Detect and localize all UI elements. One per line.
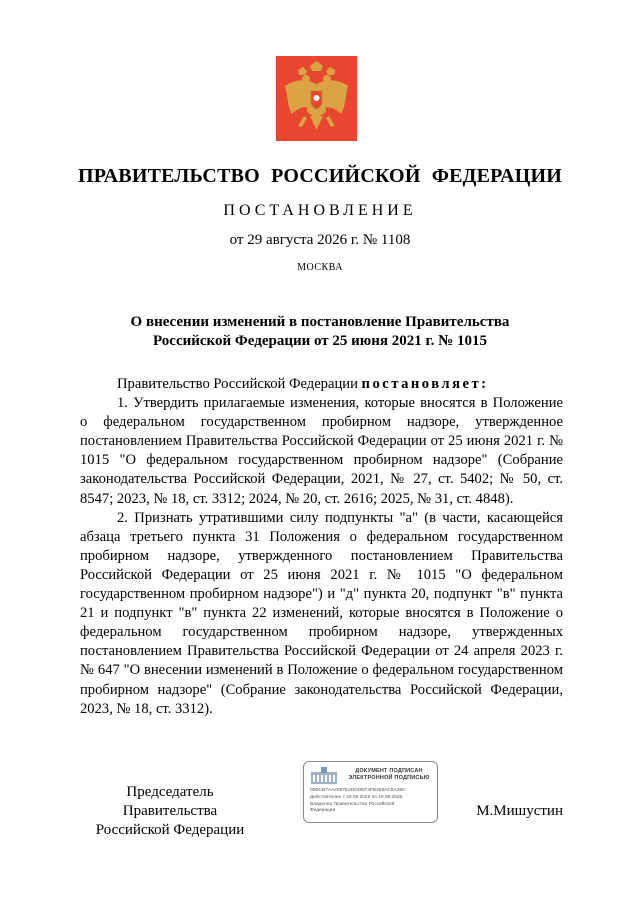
intro-decree-word: постановляет: [361,376,489,392]
government-building-icon [309,766,339,786]
stamp-title-line-1: ДОКУМЕНТ ПОДПИСАН [355,768,423,774]
stamp-validity: Действителен с 26.06.2025 по 19.09.2026 [310,795,403,800]
paragraph-2: 2. Признать утратившими силу подпункты "а" (в части, касающейся абзаца третьего пункта 31 Положения о федеральном государственном пробирном надзоре, утвержденного постановлением Правительства Российской Федерации от 25 июня 2021 г. № 1015 "О федеральном государственном пробирном надзоре") и "д" пункта 20, подпункт "в" пункта 21 и подпункт "в" пункта 22 изменений, которые вносятся в Положение о федеральном государственном пробирном надзоре, утвержденных постановлением Правительства Российской Федерации от 24 апреля 2023 г. № 647 "О внесении изменений в Положение о федеральном государственном пробирном надзоре" (Собрание законодательства Российской Федерации, 2023, № 18, ст. 3312). [80,509,563,717]
signatory-position-line-2: Российской Федерации [95,822,245,838]
government-title: ПРАВИТЕЛЬСТВО РОССИЙСКОЙ ФЕДЕРАЦИИ [78,165,562,187]
stamp-certificate: 00BCB7AA2097E2DDDEF4FB469AC8A38C [310,788,406,793]
electronic-signature-stamp [303,761,438,823]
coat-of-arms-icon [276,56,357,141]
intro-text: Правительство Российской Федерации [117,376,362,392]
subject-line-1: О внесении изменений в постановление Правительства [130,314,510,330]
intro-paragraph [80,375,563,394]
subject-line-2: Российской Федерации от 25 июня 2021 г. № 1015 [153,333,487,349]
signatory-position [80,783,260,840]
document-date-number: от 29 августа 2026 г. № 1108 [229,232,411,248]
document-body [80,375,563,719]
stamp-title [344,768,434,782]
signatory-position-line-1: Председатель Правительства [122,784,218,819]
document-subject [80,313,560,351]
stamp-title-line-2: ЭЛЕКТРОННОЙ ПОДПИСЬЮ [348,775,430,781]
stamp-owner-line-1: Владелец Правительство Российской [310,802,395,807]
document-type: ПОСТАНОВЛЕНИЕ [223,202,417,219]
document-city: МОСКВА [297,262,343,273]
stamp-owner-line-2: Федерации [310,808,336,813]
signatory-name: М.Мишустин [476,803,563,819]
paragraph-1: 1. Утвердить прилагаемые изменения, которые вносятся в Положение о федеральном государственном пробирном надзоре, утвержденное постановлением Правительства Российской Федерации от 25 июня 2021 г. № 1015 "О федеральном государственном пробирном надзоре" (Собрание законодательства Российской Федерации, 2021, № 27, ст. 5402; № 50, ст. 8547; 2023, № 18, ст. 3312; 2024, № 20, ст. 2616; 2025, № 31, ст. 4848). [80,395,563,507]
